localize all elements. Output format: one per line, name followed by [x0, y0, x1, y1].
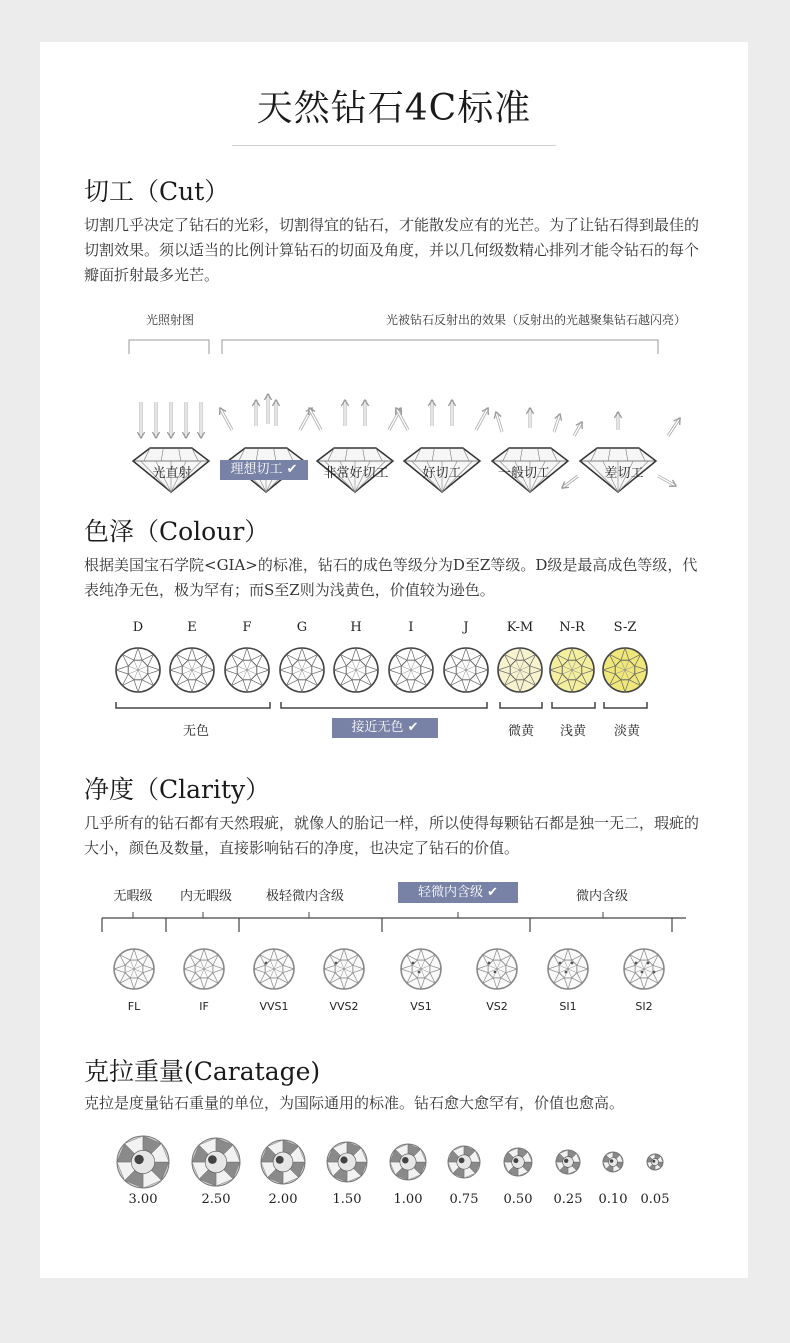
cut-label-very-good: 非常好切工	[323, 466, 389, 481]
carat-weight-label: 0.75	[449, 1192, 479, 1207]
colour-diamond-row	[40, 642, 748, 722]
clarity-diamond-if	[184, 949, 224, 989]
colour-grade-i: I	[408, 620, 414, 635]
carat-weight-label: 2.50	[201, 1192, 231, 1207]
colour-bracket-2	[500, 702, 542, 708]
colour-group-faint: 微黄	[507, 724, 534, 739]
colour-bracket-1	[281, 702, 487, 708]
carat-diamond-0.50	[504, 1148, 532, 1176]
colour-diamond-h	[334, 648, 378, 692]
colour-grade-j: J	[463, 620, 469, 635]
colour-diamond-j	[444, 648, 488, 692]
carat-diamond-3.00	[117, 1136, 169, 1188]
clarity-diamond-vs1	[401, 949, 441, 989]
carat-weight-label: 1.50	[332, 1192, 362, 1207]
carat-diamond-1.50	[327, 1142, 367, 1182]
clarity-grade-si1: SI1	[559, 1000, 577, 1013]
carat-weight-label: 2.00	[268, 1192, 298, 1207]
clarity-diamond-fl	[114, 949, 154, 989]
cut-description: 切割几乎决定了钻石的光彩，切割得宜的钻石，才能散发应有的光芒。为了让钻石得到最佳的切割效果。须以适当的比例计算钻石的切面及角度，并以几何级数精心排列才能令钻石的每个瓣面折射最多光芒。	[84, 216, 700, 284]
colour-bracket-4	[604, 702, 647, 708]
colour-diamond-k-m	[498, 648, 542, 692]
clarity-grade-si2: SI2	[635, 1000, 653, 1013]
colour-diamond-d	[116, 648, 160, 692]
clarity-grade-if: IF	[199, 1000, 209, 1013]
carat-diamond-0.05	[647, 1154, 663, 1170]
carat-diamond-0.75	[448, 1146, 480, 1178]
colour-grade-k-m: K-M	[506, 620, 534, 635]
colour-diamond-f	[225, 648, 269, 692]
carat-weight-label: 0.10	[598, 1192, 628, 1207]
content-card	[40, 42, 748, 1278]
clarity-diamond-vs2	[477, 949, 517, 989]
colour-group-colorless: 无色	[182, 724, 209, 739]
carat-diamond-0.25	[556, 1150, 580, 1174]
clarity-heading: 净度（Clarity）	[84, 775, 271, 804]
colour-diamond-g	[280, 648, 324, 692]
clarity-grade-fl: FL	[127, 1000, 141, 1013]
colour-diamond-i	[389, 648, 433, 692]
cut-label-good: 好切工	[422, 466, 462, 481]
clarity-grade-vvs2: VVS2	[329, 1000, 359, 1013]
colour-diamond-n-r	[550, 648, 594, 692]
clarity-group-flawless: 无暇级	[113, 889, 153, 904]
carat-heading: 克拉重量(Caratage)	[84, 1057, 321, 1086]
colour-grade-g: G	[296, 620, 308, 635]
carat-weight-label: 0.50	[503, 1192, 533, 1207]
colour-group-very-light: 浅黄	[559, 724, 586, 739]
clarity-diamond-si1	[548, 949, 588, 989]
clarity-grade-vvs1: VVS1	[259, 1000, 289, 1013]
colour-bracket-0	[116, 702, 270, 708]
colour-group-light: 淡黄	[613, 724, 640, 739]
carat-weight-label: 3.00	[128, 1192, 158, 1207]
clarity-grade-vs1: VS1	[410, 1000, 432, 1013]
reflection-caption: 光被钻石反射出的效果（反射出的光越聚集钻石越闪亮）	[386, 313, 687, 327]
colour-grade-d: D	[132, 620, 144, 635]
clarity-group-si: 微内含级	[575, 889, 628, 904]
colour-group-near-colorless-badge: 接近无色 ✔	[332, 718, 438, 738]
colour-grade-h: H	[350, 620, 362, 635]
light-diagram-caption: 光照射图	[146, 313, 195, 327]
carat-diamond-2.50	[192, 1138, 240, 1186]
colour-grade-s-z: S-Z	[613, 620, 637, 635]
clarity-diamond-vvs2	[324, 949, 364, 989]
colour-grade-n-r: N-R	[559, 620, 585, 635]
carat-diamond-1.00	[390, 1144, 426, 1180]
cut-label-direct: 光直射	[152, 466, 192, 481]
cut-label-fair: 一般切工	[497, 466, 550, 481]
colour-description: 根据美国宝石学院<GIA>的标准，钻石的成色等级分为D至Z等级。D级是最高成色等级，代表纯净无色，极为罕有；而S至Z则为浅黄色，价值较为逊色。	[84, 556, 698, 599]
clarity-description: 几乎所有的钻石都有天然瑕疵，就像人的胎记一样，所以使得每颗钻石都是独一无二，瑕疵的大小，颜色及数量，直接影响钻石的净度，也决定了钻石的价值。	[84, 814, 700, 857]
colour-diamond-s-z	[603, 648, 647, 692]
colour-grade-f: F	[242, 620, 252, 635]
carat-diamond-2.00	[261, 1140, 305, 1184]
page-title: 天然钻石4C标准	[256, 88, 532, 129]
carat-diamond-0.10	[603, 1152, 623, 1172]
cut-brackets	[40, 332, 748, 362]
carat-weight-label: 1.00	[393, 1192, 423, 1207]
colour-bracket-3	[552, 702, 595, 708]
colour-heading: 色泽（Colour）	[84, 517, 270, 546]
carat-weight-label: 0.25	[553, 1192, 583, 1207]
colour-diamond-e	[170, 648, 214, 692]
clarity-group-vvs: 极轻微内含级	[265, 889, 344, 904]
clarity-diamond-vvs1	[254, 949, 294, 989]
clarity-diamond-si2	[624, 949, 664, 989]
clarity-group-internally-flawless: 内无暇级	[179, 889, 232, 904]
cut-label-poor: 差切工	[604, 466, 644, 481]
clarity-grade-vs2: VS2	[486, 1000, 508, 1013]
clarity-group-vs-badge: 轻微内含级 ✔	[398, 882, 518, 903]
cut-label-ideal-badge: 理想切工 ✔	[220, 460, 308, 480]
carat-description: 克拉是度量钻石重量的单位，为国际通用的标准。钻石愈大愈罕有，价值也愈高。	[84, 1094, 625, 1112]
title-divider	[232, 145, 556, 146]
cut-heading: 切工（Cut）	[84, 177, 230, 206]
carat-weight-label: 0.05	[640, 1192, 670, 1207]
colour-grade-e: E	[187, 620, 197, 635]
